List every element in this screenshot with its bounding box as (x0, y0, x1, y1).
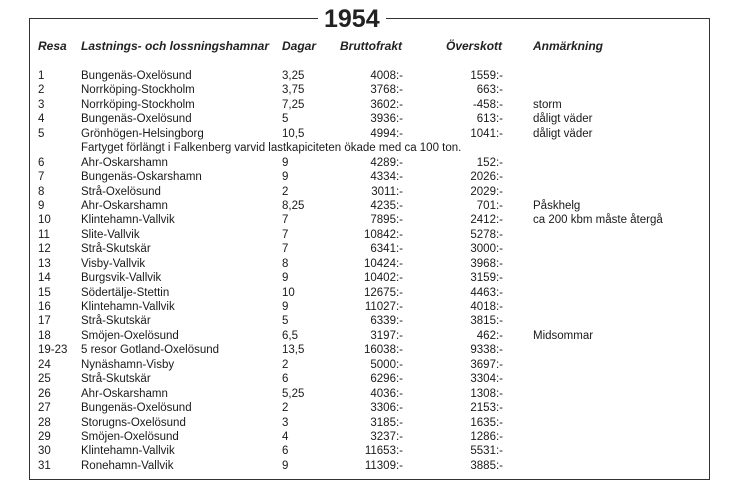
cell-overskott: 1635:- (470, 416, 503, 429)
cell-bruttofrakt: 6341:- (370, 243, 403, 256)
cell-resa: 16 (38, 301, 51, 313)
cell-hamnar: Klintehamn-Vallvik (81, 214, 175, 227)
table-row (0, 199, 730, 213)
cell-overskott: 462:- (476, 329, 503, 342)
table-row (0, 170, 730, 184)
cell-dagar: 5,25 (282, 387, 305, 400)
cell-resa: 3 (38, 98, 45, 111)
table-row (0, 300, 730, 314)
table-body (0, 69, 730, 473)
table-row (0, 213, 730, 227)
cell-dagar: 6,5 (282, 329, 298, 342)
cell-overskott: 3697:- (470, 358, 503, 371)
cell-overskott: 5278:- (470, 228, 503, 241)
cell-anmarkning: dåligt väder (533, 127, 593, 140)
cell-overskott: 1559:- (470, 70, 503, 82)
cell-anmarkning: ca 200 kbm måste återgå (533, 214, 663, 227)
cell-overskott: 4463:- (470, 286, 503, 299)
cell-resa: 28 (38, 416, 51, 429)
cell-bruttofrakt: 16038:- (363, 344, 403, 357)
cell-resa: 11 (38, 228, 50, 241)
cell-overskott: 613:- (476, 113, 503, 126)
cell-resa: 24 (38, 358, 51, 371)
cell-bruttofrakt: 11653:- (364, 445, 403, 458)
cell-bruttofrakt: 10402:- (363, 272, 403, 285)
cell-overskott: 3885:- (470, 459, 503, 472)
cell-resa: 13 (38, 257, 51, 270)
cell-hamnar: 5 resor Gotland-Oxelösund (81, 344, 220, 357)
cell-hamnar: Bungenäs-Oskarshamn (81, 171, 202, 184)
cell-resa: 9 (38, 199, 45, 212)
cell-hamnar: Ahr-Oskarshamn (81, 387, 168, 400)
table-row (0, 416, 730, 430)
table-row (0, 343, 730, 357)
header-bruttofrakt: Bruttofrakt (340, 39, 402, 53)
cell-hamnar: Smöjen-Oxelösund (81, 430, 179, 443)
cell-dagar: 8,25 (282, 199, 305, 212)
cell-dagar: 10,5 (282, 127, 305, 140)
cell-overskott: 3159:- (470, 272, 503, 285)
table-row (0, 459, 730, 473)
cell-overskott: 1286:- (470, 430, 503, 443)
cell-hamnar: Grönhögen-Helsingborg (81, 127, 204, 140)
cell-hamnar: Burgsvik-Vallvik (81, 272, 162, 285)
cell-hamnar: Klintehamn-Vallvik (81, 445, 175, 458)
cell-overskott: 2029:- (470, 185, 503, 198)
cell-overskott: 4018:- (470, 301, 503, 313)
table-row (0, 98, 730, 112)
cell-dagar: 7 (282, 214, 289, 227)
cell-resa: 5 (38, 127, 45, 140)
table-row (0, 286, 730, 300)
header-hamnar: Lastnings- och lossningshamnar (81, 39, 270, 53)
cell-resa: 26 (38, 387, 51, 400)
cell-resa: 7 (38, 171, 45, 184)
cell-hamnar: Strå-Skutskär (81, 315, 151, 328)
cell-bruttofrakt: 3768:- (370, 84, 403, 97)
cell-resa: 17 (38, 315, 51, 328)
cell-hamnar: Strå-Skutskär (81, 373, 151, 386)
cell-anmarkning: storm (533, 98, 562, 111)
cell-bruttofrakt: 7895:- (370, 214, 403, 227)
cell-overskott: 2412:- (470, 214, 503, 227)
cell-dagar: 9 (282, 156, 289, 169)
cell-bruttofrakt: 5000:- (370, 358, 403, 371)
cell-dagar: 8 (282, 257, 289, 270)
cell-dagar: 3 (282, 416, 289, 429)
cell-hamnar: Ahr-Oskarshamn (81, 156, 168, 169)
cell-overskott: 2153:- (470, 402, 503, 415)
cell-hamnar: Norrköping-Stockholm (81, 84, 195, 97)
cell-hamnar: Smöjen-Oxelösund (81, 329, 179, 342)
table-row (0, 271, 730, 285)
cell-dagar: 3,25 (282, 70, 305, 82)
cell-hamnar: Klintehamn-Vallvik (81, 301, 175, 313)
cell-dagar: 4 (282, 430, 289, 443)
cell-bruttofrakt: 12675:- (363, 286, 403, 299)
cell-overskott: 663:- (476, 84, 503, 97)
cell-overskott: 3000:- (470, 243, 503, 256)
cell-hamnar: Ronehamn-Vallvik (81, 459, 174, 472)
cell-dagar: 2 (282, 185, 289, 198)
cell-hamnar: Ahr-Oskarshamn (81, 199, 168, 212)
cell-resa: 6 (38, 156, 45, 169)
table-row (0, 228, 730, 242)
cell-resa: 29 (38, 430, 51, 443)
cell-bruttofrakt: 3197:- (370, 329, 403, 342)
cell-dagar: 7 (282, 228, 289, 241)
cell-overskott: 1041:- (470, 127, 503, 140)
cell-resa: 25 (38, 373, 51, 386)
cell-overskott: 3968:- (470, 257, 503, 270)
cell-dagar: 6 (282, 445, 289, 458)
table-row (0, 314, 730, 328)
table-row (0, 242, 730, 256)
table-row (0, 401, 730, 415)
cell-bruttofrakt: 3011:- (371, 185, 403, 198)
cell-bruttofrakt: 4235:- (370, 199, 403, 212)
cell-resa: 10 (38, 214, 51, 227)
cell-hamnar: Strå-Oxelösund (81, 185, 161, 198)
table-row (0, 444, 730, 458)
cell-hamnar: Södertälje-Stettin (81, 286, 170, 299)
cell-dagar: 9 (282, 272, 289, 285)
header-overskott: Överskott (446, 39, 503, 53)
cell-dagar: 3,75 (282, 84, 305, 97)
cell-overskott: 2026:- (470, 171, 503, 184)
cell-resa: 4 (38, 113, 45, 126)
cell-hamnar: Slite-Vallvik (81, 228, 140, 241)
cell-hamnar: Storugns-Oxelösund (81, 416, 186, 429)
cell-bruttofrakt: 4289:- (370, 156, 403, 169)
cell-dagar: 7,25 (282, 98, 305, 111)
cell-resa: 30 (38, 445, 51, 458)
cell-bruttofrakt: 11309:- (364, 459, 403, 472)
cell-overskott: 3815:- (470, 315, 503, 328)
cell-anmarkning: Midsommar (533, 329, 594, 342)
table-row (0, 127, 730, 141)
cell-bruttofrakt: 6339:- (370, 315, 403, 328)
cell-bruttofrakt: 3306:- (370, 402, 403, 415)
cell-anmarkning: dåligt väder (533, 113, 593, 126)
cell-hamnar: Visby-Vallvik (81, 257, 146, 270)
cell-resa: 27 (38, 402, 51, 415)
cell-bruttofrakt: 10424:- (363, 257, 403, 270)
cell-resa: 12 (38, 243, 51, 256)
cell-bruttofrakt: 3237:- (370, 430, 403, 443)
table-row (0, 387, 730, 401)
cell-bruttofrakt: 3602:- (370, 98, 403, 111)
cell-hamnar: Bungenäs-Oxelösund (81, 70, 192, 82)
page-title: 1954 (318, 4, 386, 34)
table-row (0, 430, 730, 444)
header-resa: Resa (38, 39, 67, 53)
table-row (0, 112, 730, 126)
cell-bruttofrakt: 6296:- (370, 373, 403, 386)
cell-anmarkning: Påskhelg (533, 199, 581, 212)
cell-hamnar: Norrköping-Stockholm (81, 98, 195, 111)
cell-overskott: 3304:- (470, 373, 503, 386)
table-row (0, 156, 730, 170)
cell-dagar: 9 (282, 171, 289, 184)
table-note-row (0, 141, 730, 155)
cell-overskott: 152:- (476, 156, 503, 169)
cell-overskott: 5531:- (470, 445, 503, 458)
table-row (0, 83, 730, 97)
cell-dagar: 10 (282, 286, 295, 299)
cell-dagar: 13,5 (282, 344, 305, 357)
cell-overskott: 1308:- (470, 387, 503, 400)
cell-dagar: 7 (282, 243, 289, 256)
header-anmarkning: Anmärkning (533, 39, 604, 53)
cell-resa: 1 (38, 70, 45, 82)
header-dagar: Dagar (282, 39, 317, 53)
cell-dagar: 2 (282, 402, 289, 415)
cell-dagar: 5 (282, 315, 289, 328)
cell-bruttofrakt: 10842:- (363, 228, 403, 241)
cell-resa: 15 (38, 286, 51, 299)
cell-resa: 8 (38, 185, 45, 198)
cell-bruttofrakt: 3185:- (370, 416, 403, 429)
cell-overskott: -458:- (472, 98, 503, 111)
table-row (0, 185, 730, 199)
table-row (0, 372, 730, 386)
cell-hamnar: Bungenäs-Oxelösund (81, 402, 192, 415)
note-text: Fartyget förlängt i Falkenberg varvid lastkapiciteten ökade med ca 100 ton. (81, 142, 462, 155)
cell-dagar: 6 (282, 373, 289, 386)
cell-bruttofrakt: 4334:- (370, 171, 403, 184)
cell-resa: 14 (38, 272, 51, 285)
cell-resa: 2 (38, 84, 45, 97)
cell-dagar: 2 (282, 358, 289, 371)
cell-hamnar: Bungenäs-Oxelösund (81, 113, 192, 126)
cell-bruttofrakt: 4036:- (370, 387, 403, 400)
cell-dagar: 5 (282, 113, 289, 126)
cell-resa: 18 (38, 329, 51, 342)
cell-overskott: 701:- (476, 199, 503, 212)
table-row (0, 358, 730, 372)
cell-bruttofrakt: 11027:- (364, 301, 403, 313)
cell-bruttofrakt: 4008:- (370, 70, 403, 82)
cell-dagar: 9 (282, 301, 289, 313)
cell-dagar: 9 (282, 459, 289, 472)
cell-hamnar: Nynäshamn-Visby (81, 358, 175, 371)
cell-bruttofrakt: 4994:- (370, 127, 403, 140)
cell-bruttofrakt: 3936:- (370, 113, 403, 126)
cell-resa: 19-23 (38, 344, 68, 357)
cell-hamnar: Strå-Skutskär (81, 243, 151, 256)
table-row (0, 69, 730, 83)
table-row (0, 257, 730, 271)
cell-overskott: 9338:- (470, 344, 503, 357)
cell-resa: 31 (38, 459, 51, 472)
table-row (0, 329, 730, 343)
